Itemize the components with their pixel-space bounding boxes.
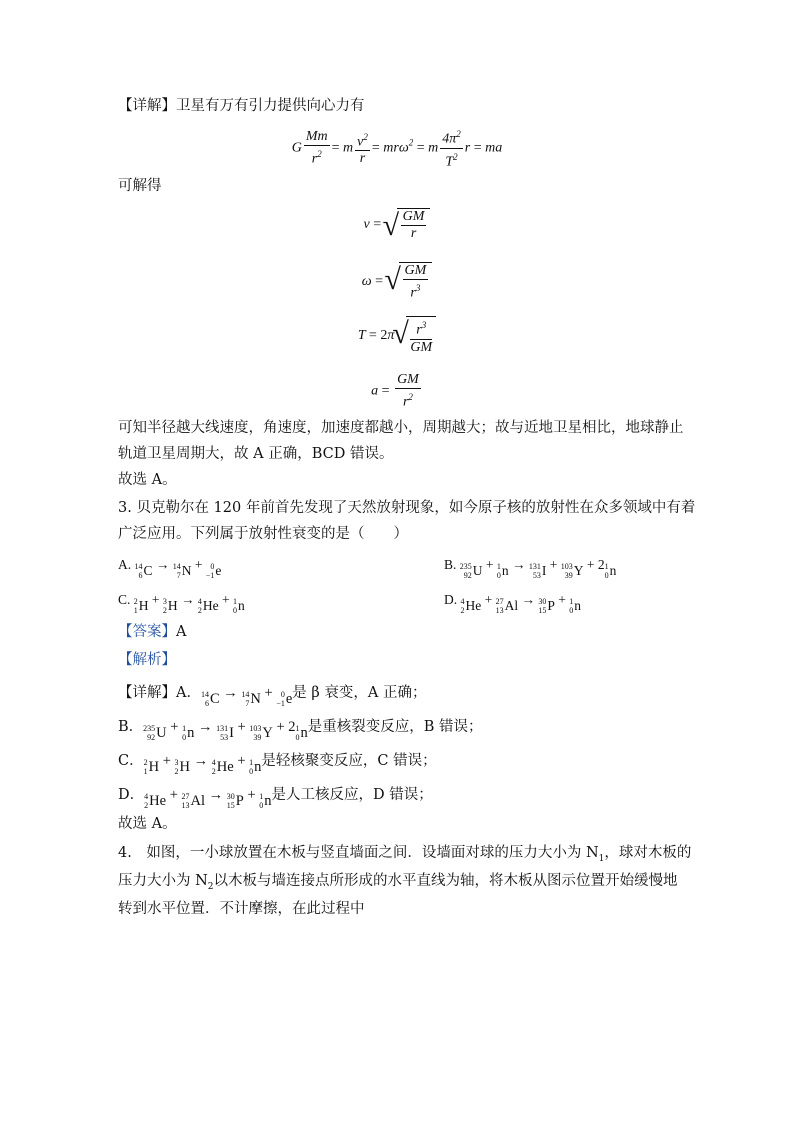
detail-line [118, 96, 365, 116]
option-c: C. 2 1 H + 3 2 H → 4 2 He + 1 0 n [118, 592, 245, 615]
conclusion-line-1: 可知半径越大线速度，角速度，加速度都越小，周期越大；故与近地卫星相比，地球静止 [118, 420, 684, 436]
detail-d: D． 4 2 He + 27 13 Al → 30 15 P + 1 0 n是人工核反应，D 错误； [118, 787, 433, 810]
detail-b: B． 235 92 U + 1 0 n → 131 53 I + 103 39 Y + 2 1 0 n是重核裂变反应，B 错误； [118, 719, 483, 742]
option-b: B. 235 92 U + 1 0 n → 131 53 I + 103 39 Y + 2 1 0 n [444, 557, 617, 580]
answer-value: A [176, 624, 187, 640]
question-4-line-3: 转到水平位置．不计摩擦，在此过程中 [118, 901, 365, 917]
option-a: A. 14 6 C → 14 7 N + 0 −1 e [118, 557, 222, 580]
can-solve-line: 可解得 [118, 178, 162, 194]
equation-force-balance: G $\frac{Mm}{r^2}$ = m $\frac{v^2}{r}$ = mrω$^2$ = m $\frac{4\pi^2}{T^2}$ r = ma [0, 126, 794, 170]
analysis-label: 【解析】 [118, 652, 176, 668]
detail-c: C． 2 1 H + 3 2 H → 4 2 He + 1 0 n是轻核聚变反应，C 错误； [118, 753, 437, 776]
choose-a-line-2: 故选 A。 [118, 816, 177, 832]
conclusion-line-2: 轨道卫星周期大，故 A 正确，BCD 错误。 [118, 446, 394, 462]
question-4-line-1: 4. 如图，一小球放置在木板与竖直墙面之间．设墙面对球的压力大小为 $N_1$，球对木板的 [118, 845, 692, 864]
equation-acceleration: a = $\frac{GM}{r^2}$ [371, 372, 419, 410]
detail-text: 卫星有万有引力提供向心力有 [176, 98, 365, 114]
option-d: D. 4 2 He + 27 13 Al → 30 15 P + 1 0 n [444, 592, 582, 615]
detail-label: 【详解】 [118, 98, 176, 114]
question-3-line-1: 3. 贝克勒尔在 120 年前首先发现了天然放射现象，如今原子核的放射性在众多领域中有着 [118, 500, 696, 516]
question-3-line-2: 广泛应用。下列属于放射性衰变的是（ ） [118, 526, 408, 542]
equation-omega: ω = √ $\frac{GM}{r^3}$ [0, 262, 794, 302]
answer-line [118, 622, 186, 642]
equation-period: T = 2π √ $\frac{r^3}{GM}$ [0, 316, 794, 356]
equation-velocity: v = √ $\frac{GM}{r}$ [0, 208, 794, 242]
question-4-line-2: 压力大小为 $N_2$以木板与墙连接点所形成的水平直线为轴，将木板从图示位置开始缓慢地 [118, 873, 678, 892]
detail-a: 【详解】A． 14 6 C → 14 7 N + 0 −1 e是 β 衰变，A 正确； [118, 685, 427, 708]
choose-a-line-1: 故选 A。 [118, 472, 177, 488]
answer-label: 【答案】 [118, 624, 176, 640]
